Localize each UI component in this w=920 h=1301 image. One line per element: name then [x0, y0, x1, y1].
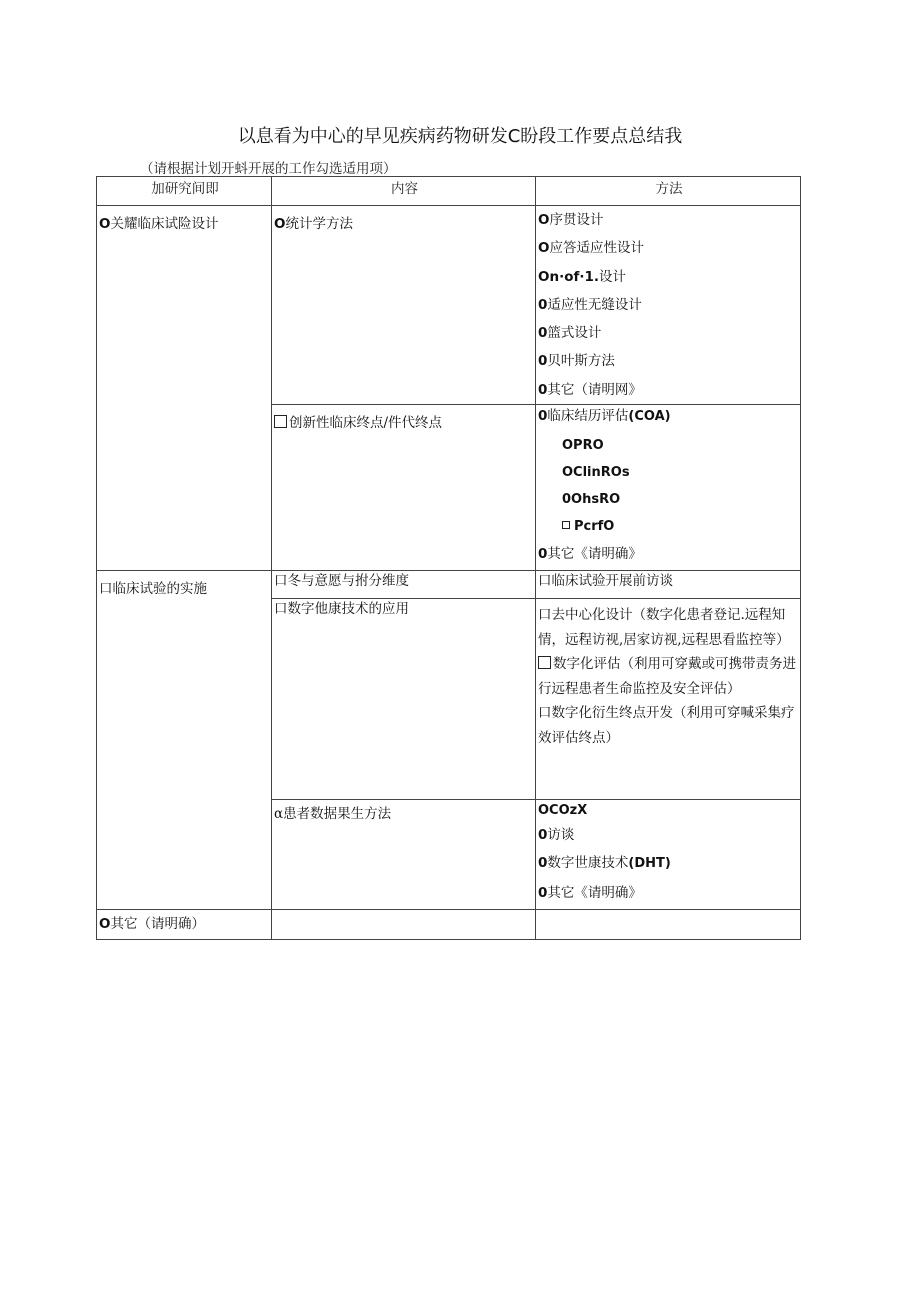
- header-stage: 加研究间即: [97, 177, 272, 206]
- method-label: 数字世康技术: [547, 855, 629, 872]
- checkbox[interactable]: [538, 656, 551, 669]
- method-cell-statistics: [536, 206, 801, 405]
- checklist-table: [96, 176, 801, 940]
- checkbox-mark[interactable]: 0: [538, 325, 548, 342]
- list-item[interactable]: [538, 291, 800, 319]
- content-cell-digital-health: [272, 599, 536, 800]
- method-label: 临床结历评估: [547, 408, 629, 425]
- method-label: 篮式设计: [547, 325, 602, 342]
- checkbox[interactable]: [274, 415, 287, 428]
- method-label: 适应性无缝设计: [547, 296, 642, 313]
- sub-option-label: 0OhsRO: [562, 492, 621, 508]
- list-item[interactable]: [538, 513, 800, 540]
- content-cell-statistics: [272, 206, 536, 405]
- method-label: 其它（请明网》: [547, 381, 642, 398]
- method-label: 序贯设计: [549, 212, 604, 228]
- method-label: 访谈: [547, 827, 575, 844]
- method-cell-empty: [536, 910, 801, 940]
- list-item[interactable]: [538, 800, 800, 821]
- method-cell-data-collection: [536, 800, 801, 910]
- checkbox-mark[interactable]: 0: [538, 884, 548, 901]
- stage-cell-design: [97, 206, 272, 571]
- checkbox-mark[interactable]: O: [99, 216, 111, 232]
- checkbox-mark[interactable]: 0: [538, 546, 548, 563]
- table-row: [97, 571, 801, 599]
- checkbox-mark[interactable]: O: [99, 916, 111, 933]
- list-item[interactable]: [538, 459, 800, 486]
- list-item[interactable]: [538, 849, 800, 878]
- method-label: 数字化评估（利用可穿戴或可携带责务进行远程患者生命监控及安全评估）: [538, 656, 796, 697]
- content-label: 统计学方法: [285, 216, 353, 232]
- instruction-note: （请根据计划开蚪开展的工作勾选适用项）: [140, 161, 397, 177]
- list-item[interactable]: [538, 319, 800, 347]
- list-item[interactable]: [538, 234, 800, 262]
- list-item[interactable]: [538, 206, 800, 234]
- table-row: [97, 206, 801, 405]
- stage-cell-implementation: [97, 571, 272, 910]
- method-label: 应答适应性设计: [549, 240, 644, 257]
- list-item[interactable]: [538, 347, 800, 375]
- method-cell-participation: [536, 571, 801, 599]
- content-label: α患者数据果生方法: [274, 806, 392, 823]
- list-item[interactable]: [538, 405, 800, 428]
- table-row: [97, 910, 801, 940]
- method-label: 设计: [599, 268, 627, 285]
- content-cell-data-collection: [272, 800, 536, 910]
- table-header-row: [97, 177, 801, 206]
- checkbox-mark[interactable]: O: [538, 240, 550, 257]
- list-item[interactable]: [538, 821, 800, 849]
- list-item[interactable]: 口去中心化设计（数字化患者登记.远程知情，远程访视,居家访视,远程思看监控等）: [538, 607, 790, 648]
- sub-option-label: OPRO: [562, 438, 604, 454]
- list-item[interactable]: [538, 263, 800, 291]
- method-cell-endpoints: [536, 405, 801, 571]
- content-label: 口冬与意愿与拊分维度: [274, 573, 409, 590]
- list-item[interactable]: [538, 432, 800, 459]
- list-item[interactable]: [538, 486, 800, 513]
- list-item[interactable]: [538, 376, 800, 404]
- checkbox-mark[interactable]: OCOzX: [538, 803, 588, 819]
- method-label: 其它《请明确》: [547, 546, 642, 563]
- method-label: 贝叶斯方法: [547, 353, 615, 370]
- checkbox-mark[interactable]: O: [538, 212, 550, 228]
- stage-label: 其它（请明确）: [110, 916, 205, 933]
- method-label: 其它《请明确》: [547, 884, 642, 901]
- list-item[interactable]: [538, 540, 800, 568]
- method-cell-digital-health: [536, 599, 801, 800]
- checkbox-mark[interactable]: On·of·1.: [538, 268, 600, 285]
- checkbox-mark[interactable]: 0: [538, 408, 548, 425]
- content-label: 口数字他康技术的应用: [274, 601, 409, 618]
- checkbox-mark[interactable]: O: [274, 216, 286, 232]
- checkbox-mark[interactable]: 0: [538, 827, 548, 844]
- checkbox[interactable]: [562, 521, 570, 529]
- stage-label: 口临床试验的实施: [99, 581, 207, 598]
- content-cell-endpoints: [272, 405, 536, 571]
- header-method: 方法: [536, 177, 801, 206]
- checkbox-mark[interactable]: 0: [538, 381, 548, 398]
- header-content: 内容: [272, 177, 536, 206]
- abbrev-label: (DHT): [628, 856, 671, 872]
- content-label: 创新性临床终点/件代终点: [289, 415, 443, 432]
- method-label[interactable]: 口临床试验开展前访谈: [538, 573, 673, 590]
- list-item[interactable]: [538, 879, 800, 907]
- checkbox-mark[interactable]: 0: [538, 353, 548, 370]
- sub-option-label: OClinROs: [562, 465, 630, 481]
- list-item[interactable]: [538, 652, 800, 701]
- document-title: 以息看为中心的早见疾病药物研发C盼段工作要点总结我: [237, 126, 683, 147]
- stage-label: 关耀临床试险设计: [110, 216, 219, 232]
- abbrev-label: (COA): [628, 409, 671, 425]
- checkbox-mark[interactable]: 0: [538, 855, 548, 872]
- list-item[interactable]: 口数字化衍生终点开发（利用可穿喊采集疗效评估终点）: [538, 705, 795, 746]
- content-cell-participation: [272, 571, 536, 599]
- sub-option-label: PcrfO: [574, 519, 615, 535]
- content-cell-empty: [272, 910, 536, 940]
- checkbox-mark[interactable]: 0: [538, 296, 548, 313]
- stage-cell-other: [97, 910, 272, 940]
